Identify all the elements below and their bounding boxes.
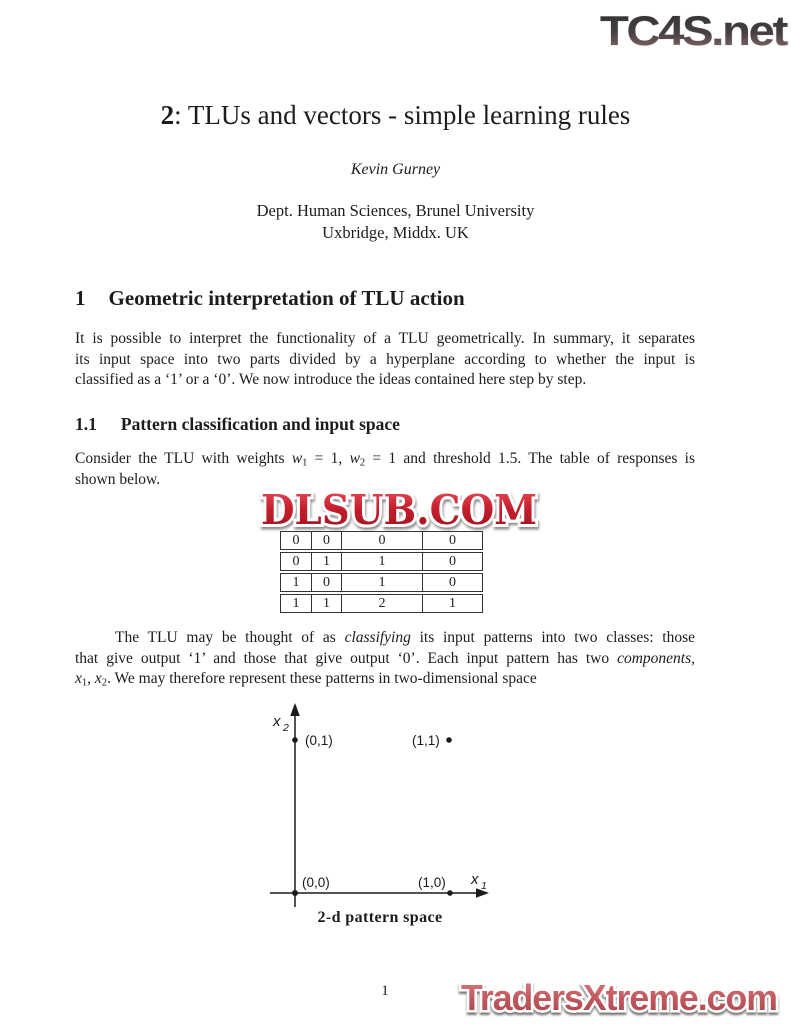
y-axis-label: x	[273, 713, 281, 730]
section-1-1-number: 1.1	[75, 414, 97, 434]
table-row	[280, 594, 483, 613]
table-row	[280, 573, 483, 592]
affiliation-line-1: Dept. Human Sciences, Brunel University	[256, 201, 535, 220]
figure-caption: 2-d pattern space	[317, 909, 443, 926]
point-0-0	[292, 890, 298, 896]
affiliation-line-2: Uxbridge, Middx. UK	[322, 222, 469, 242]
author-name: Kevin Gurney	[350, 161, 441, 178]
x-axis-label: x	[471, 871, 479, 888]
paragraph-line: Consider the TLU with weights $w_1 = 1$, $w_2 = 1$ and threshold 1.5. The table of responses is	[75, 450, 695, 469]
table-cell: 0	[311, 573, 341, 592]
point-label-1-0: (1,0)	[418, 875, 446, 890]
tradersxtreme-logo	[448, 975, 790, 1023]
tc4s-logo	[558, 2, 790, 54]
table-row	[280, 552, 483, 571]
response-table	[280, 529, 483, 615]
y-axis-arrow	[290, 703, 300, 716]
dlsub-logo	[254, 484, 544, 536]
table-cell: 1	[280, 594, 311, 613]
section-1-1-heading	[75, 414, 400, 435]
table-cell: 0	[280, 552, 311, 571]
classify-paragraph	[75, 628, 695, 690]
table-cell: 0	[422, 573, 483, 592]
table-cell: 0	[341, 531, 422, 550]
section-1-1-title: Pattern classification and input space	[120, 414, 400, 434]
table-cell: 0	[311, 531, 341, 550]
dlsub-logo-text: DLSUB.COM	[261, 486, 537, 534]
x-axis-label-subscript: 1	[481, 880, 487, 892]
affiliation	[0, 200, 791, 243]
table-cell: 1	[341, 573, 422, 592]
section-1-title: Geometric interpretation of TLU action	[108, 286, 465, 310]
title-number: 2	[160, 100, 175, 130]
section-1-paragraph	[75, 329, 695, 391]
tradersxtreme-logo-text: TradersXtreme.com	[461, 977, 777, 1018]
paragraph-line: that give output ‘1’ and those that give output ‘0’. Each input pattern has two components,	[75, 649, 695, 667]
y-axis-label-subscript: 2	[283, 722, 289, 734]
table-cell: 0	[422, 552, 483, 571]
page-number: 1	[381, 983, 389, 999]
paragraph-line: The TLU may be thought of as classifying its input patterns into two classes: those	[115, 629, 695, 646]
point-label-0-1: (0,1)	[305, 733, 333, 748]
point-0-1	[292, 737, 298, 743]
paragraph-line: It is possible to interpret the functionality of a TLU geometrically. In summary, it separates	[75, 330, 695, 347]
table-cell: 0	[422, 531, 483, 550]
pattern-space-figure	[240, 699, 520, 911]
table-cell: 1	[280, 573, 311, 592]
point-label-1-1: (1,1)	[412, 733, 440, 748]
point-1-1	[446, 737, 452, 743]
table-cell: 1	[422, 594, 483, 613]
section-1-heading	[75, 286, 465, 311]
table-cell: 2	[341, 594, 422, 613]
table-cell: 1	[311, 594, 341, 613]
section-1-number: 1	[75, 286, 86, 310]
tc4s-logo-text: TC4S.net	[600, 7, 789, 54]
paragraph-line: its input space into two parts divided by a hyperplane according to whether the input is	[75, 350, 695, 368]
table-cell: 0	[280, 531, 311, 550]
page-title	[0, 100, 791, 131]
paragraph-line: $x_1$, $x_2$. We may therefore represent these patterns in two-dimensional space	[75, 670, 537, 689]
paragraph-line: classified as a ‘1’ or a ‘0’. We now introduce the ideas contained here step by step.	[75, 371, 587, 388]
paragraph-line: shown below.	[75, 470, 161, 488]
point-1-0	[447, 890, 453, 896]
table-cell: 1	[341, 552, 422, 571]
point-label-0-0: (0,0)	[302, 875, 330, 890]
title-text: : TLUs and vectors - simple learning rules	[174, 100, 631, 130]
table-cell: 1	[311, 552, 341, 571]
